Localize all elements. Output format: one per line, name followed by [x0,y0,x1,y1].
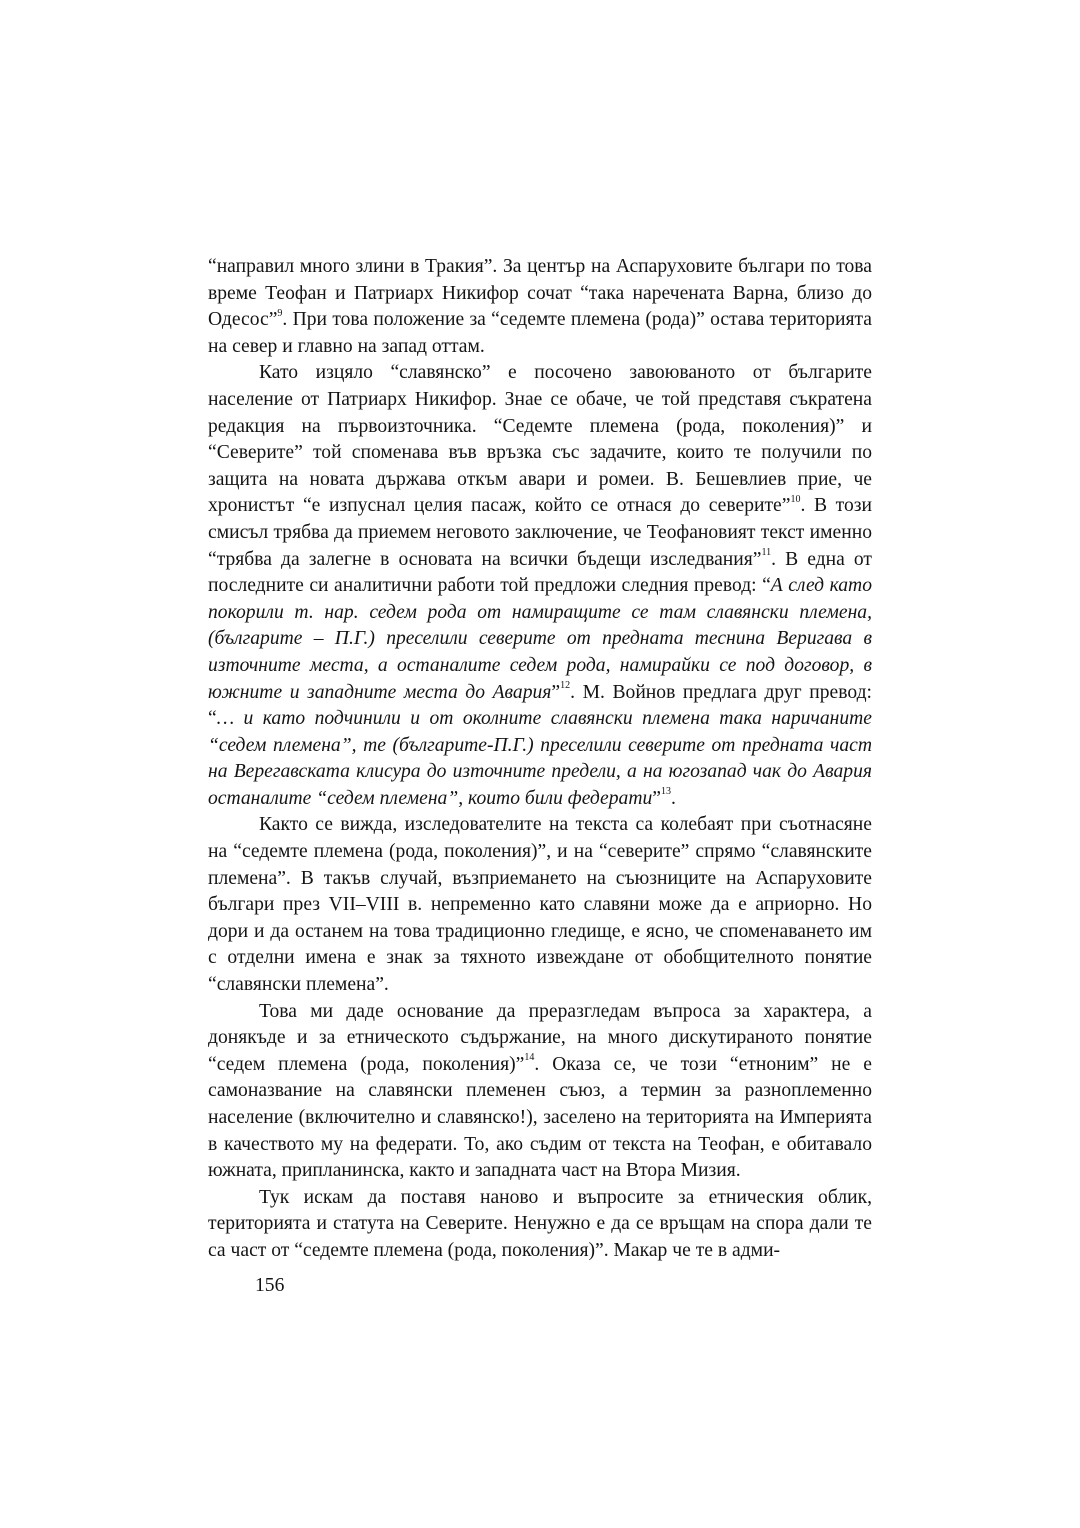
footnote-ref: 11 [761,547,772,558]
text-run: Тук искам да поставя наново и въпросите за етническия облик, територията и статута на Северите. Ненужно е да се връщам на спора дали те са част от “седемте племена (рода, поколения)”. Макар че те в адми- [208,1186,872,1261]
text-run: . М. Войнов предлага друг превод: “ [208,681,872,730]
paragraph [208,254,872,360]
text-run: . При това положение за “седемте племена (рода)” остава територията на север и главно на запад оттам. [208,309,872,357]
footnote-ref: 13 [661,786,671,798]
text-run: Както се вижда, изследователите на текста са колебаят при съотнасяне на “седемте племена (рода, поколения)”, и на “северите” спрямо “славянските племена”. В такъв случай, възприемането на съюзниците на Аспаруховите българи през VII–VIII в. непременно като славяни може да е априорно. Но дори и да останем на това традиционно гледище, е ясно, че споменаването им с отделни имена е знак за тяхното извеждане от обобщителното понятие “славянски племена”. [208,814,872,996]
body-text [208,254,872,1265]
paragraph [208,999,872,1185]
text-run: Това ми даде основание да преразгледам въпроса за характера, а донякъде и за етническото съдържание, на много дискутираното понятие “седем племена (рода, поколения)” [208,1000,872,1075]
text-run: . В този смисъл трябва да приемем неговото заключение, че Теофановият текст именно “трябва да залегне в основата на всички бъдещи изследвания” [208,495,872,570]
footnote-ref: 9 [277,307,283,319]
paragraph [208,1185,872,1265]
page-number: 156 [255,1275,285,1296]
text-run: . Оказа се, че този “етноним” не е самоназвание на славянски племенен съюз, а термин за разноплеменно население (включително и славянско!), заселено на територията на Империята в качеството му на федерати. То, ако съдим от текста на Теофан, е обитавало южната, припланинска, както и западната част на Втора Мизия. [208,1053,872,1182]
paragraph [208,812,872,998]
text-run: ” [551,681,561,703]
footnote-ref: 10 [790,493,801,505]
text-run: . [671,787,676,809]
footnote-ref: 14 [524,1052,535,1064]
italic-quote: … и като подчинили и от околните славянски племена така наричаните “седем племена”, те (българите-П.Г.) преселили северите от предната част на Верегавската клисура до източните предели, а на югозапад чак до Авария останалите “седем племена”, които били федерати [208,708,872,809]
text-run: Като изцяло “славянско” е посочено завоюваното от българите население от Патриарх Никифор. Знае се обаче, че той представя съкратена редакция на първоизточника. “Седемте племена (рода, поколения)” и “Северите” той споменава във връзка със задачите, които те получили по защита на новата държава откъм авари и ромеи. В. Бешевлиев прие, че хронистът “е изпуснал целия пасаж, който се отнася до северите” [208,362,872,517]
text-run: . В една от последните си аналитични работи той предложи следния превод: “ [208,548,872,597]
paragraph [208,360,872,812]
footnote-ref: 12 [560,679,571,691]
text-run: ” [652,787,661,809]
text-run: “направил много злини в Тракия”. За център на Аспаруховите българи по това време Теофан и Патриарх Никифор сочат “така наречената Варна, близо до Одесос” [208,256,872,331]
italic-quote: А след като покорили т. нар. седем рода от намиращите се там славянски племена, (българите – П.Г.) преселили северите от предната теснина Веригава в източните места, а останалите седем рода, намирайки се под договор, в южните и западните места до Авария [208,575,872,703]
